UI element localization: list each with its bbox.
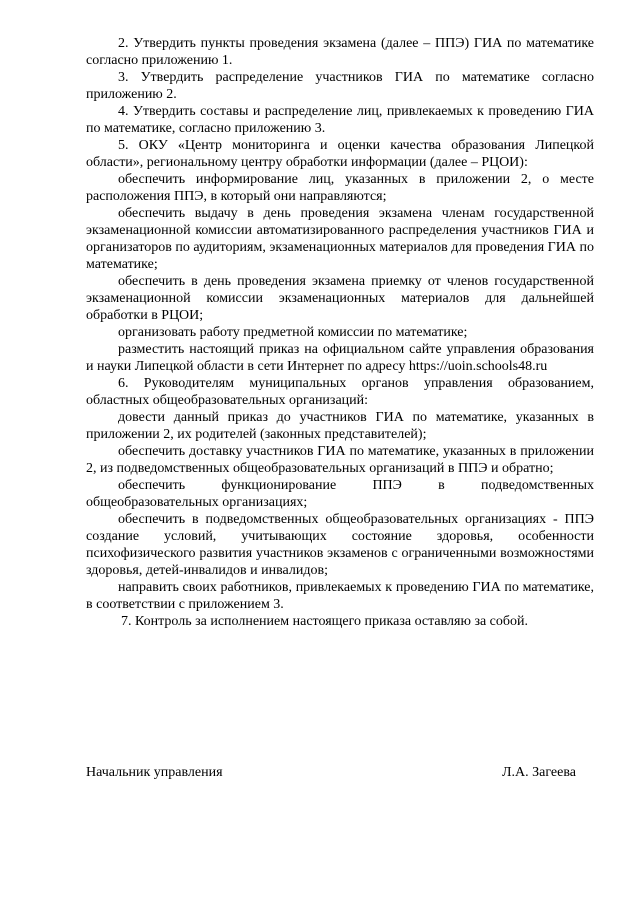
- paragraph-6-item-2: обеспечить доставку участников ГИА по математике, указанных в приложении 2, из подведомственных общеобразовательных организаций в ППЭ и обратно;: [86, 444, 594, 476]
- signatory-name: Л.А. Загеева: [502, 765, 576, 780]
- paragraph-7: 7. Контроль за исполнением настоящего приказа оставляю за собой.: [121, 614, 529, 629]
- paragraph-5-item-2: обеспечить выдачу в день проведения экзамена членам государственной экзаменационной комиссии автоматизированного распределения участников ГИА и организаторов по аудиториям, экзаменационных материалов для проведения ГИА по математике;: [86, 206, 594, 272]
- paragraph-6-item-4: обеспечить в подведомственных общеобразовательных организациях - ППЭ создание условий, учитывающих состояние здоровья, особенности психофизического развития участников экзаменов с ограниченными возможностями здоровья, детей-инвалидов и инвалидов;: [86, 512, 594, 578]
- paragraph-6-item-5: направить своих работников, привлекаемых к проведению ГИА по математике, в соответствии с приложением 3.: [86, 580, 594, 612]
- signature-block: [86, 764, 576, 781]
- paragraph-5-item-3: обеспечить в день проведения экзамена приемку от членов государственной экзаменационной комиссии экзаменационных материалов для дальнейшей обработки в РЦОИ;: [86, 274, 594, 323]
- paragraph-6-item-1: довести данный приказ до участников ГИА по математике, указанных в приложении 2, их родителей (законных представителей);: [86, 410, 594, 442]
- paragraph-3: 3. Утвердить распределение участников ГИА по математике согласно приложению 2.: [86, 70, 594, 102]
- paragraph-5-item-1: обеспечить информирование лиц, указанных в приложении 2, о месте расположения ППЭ, в который они направляются;: [86, 172, 594, 204]
- paragraph-5-item-5: разместить настоящий приказ на официальном сайте управления образования и науки Липецкой области в сети Интернет по адресу https://uoin.schools48.ru: [86, 342, 594, 374]
- paragraph-6: 6. Руководителям муниципальных органов управления образованием, областных общеобразовательных организаций:: [86, 376, 594, 408]
- order-body: [86, 35, 594, 630]
- paragraph-2: 2. Утвердить пункты проведения экзамена (далее – ППЭ) ГИА по математике согласно приложению 1.: [86, 36, 594, 68]
- paragraph-5-item-4: организовать работу предметной комиссии по математике;: [118, 325, 468, 340]
- paragraph-6-item-3: обеспечить функционирование ППЭ в подведомственных общеобразовательных организациях;: [86, 478, 594, 510]
- signatory-position: Начальник управления: [86, 765, 223, 780]
- paragraph-5: 5. ОКУ «Центр мониторинга и оценки качества образования Липецкой области», региональному центру обработки информации (далее – РЦОИ):: [86, 138, 594, 170]
- paragraph-4: 4. Утвердить составы и распределение лиц, привлекаемых к проведению ГИА по математике, согласно приложению 3.: [86, 104, 594, 136]
